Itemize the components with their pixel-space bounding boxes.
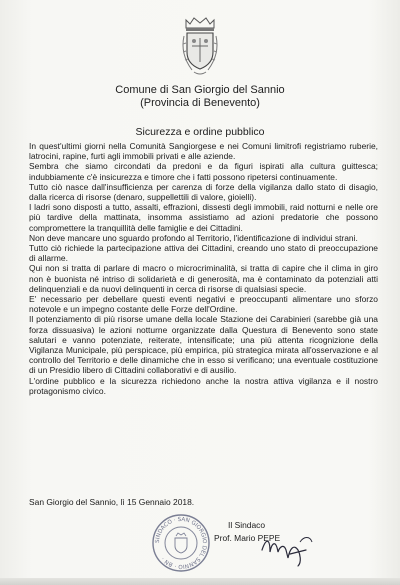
- signatory-name: Prof. Mario PEPE: [214, 533, 281, 543]
- body-paragraph: Sembra che siamo circondati da predoni e da figuri ispirati alla cultura guittesca; indubbiamente c'è insicurezza e timore che i fatti possono ripetersi continuamente.: [29, 161, 378, 182]
- body-paragraph: I ladri sono disposti a tutto, assalti, effrazioni, dissesti degli immobili, raid notturni e nelle ore più tardive della mattinata, insomma assistiamo ad azioni predatorie che possono compromettere la tranquillità delle famiglie e dei Cittadini.: [29, 202, 378, 233]
- stamp-text: SINDACO · SAN GIORGIO DEL SANNIO · BN ·: [154, 516, 208, 570]
- handwritten-signature: [232, 528, 327, 568]
- body-paragraph: Tutto ciò nasce dall'insufficienza per carenza di forze della vigilanza dallo stato di disagio, dalla ricerca di risorse (denaro, suppellettili di valore, gioielli).: [29, 181, 378, 203]
- header-province: (Provincia di Benevento): [140, 97, 260, 109]
- municipal-crest-icon: [178, 14, 222, 78]
- document-body: [29, 141, 378, 396]
- page-bottom-edge: [0, 578, 400, 585]
- body-paragraph: Non deve mancare uno sguardo profondo al Territorio, l'identificazione di individui strani.: [29, 232, 358, 243]
- body-paragraph: L'ordine pubblico e la sicurezza richiedono anche la nostra attiva vigilanza e il nostro protagonismo civico.: [29, 375, 378, 396]
- svg-text:SINDACO · SAN GIORGIO DEL SANN: [155, 517, 207, 569]
- body-paragraph: Tutto ciò richiede la partecipazione attiva dei Cittadini, creando uno stato di preoccupazione di allarme.: [29, 243, 378, 264]
- body-paragraph: Qui non si tratta di parlare di macro o microcriminalità, si tratta di capire che il clima in giro non è buonista né intriso di solidarietà e di generosità, ma è contaminato da potenziali atti delinquenziali e da nuovi delinquenti in cerca di risorse di qualsiasi specie.: [29, 263, 378, 294]
- document-title: Sicurezza e ordine pubblico: [135, 126, 265, 138]
- signatory-role: Il Sindaco: [228, 520, 266, 530]
- body-paragraph: In quest'ultimi giorni nella Comunità Sangiorgese e nei Comuni limitrofi registriamo ruberie, latrocini, rapine, furti agli immobili privati e alle aziende.: [29, 141, 378, 162]
- dateline: San Giorgio del Sannio, lì 15 Gennaio 2018.: [29, 497, 195, 507]
- official-stamp-icon: [150, 512, 212, 574]
- body-paragraph: E' necessario per debellare questi eventi negativi e preoccupanti alimentare uno sforzo notevole e un impegno costante delle Forze dell'Ordine.: [29, 294, 378, 315]
- header-municipality: Comune di San Giorgio del Sannio: [115, 84, 285, 96]
- body-paragraph: Il potenziamento di più risorse umane della locale Stazione dei Carabinieri (sarebbe già una forza dissuasiva) le azioni notturne organizzate dalla Questura di Benevento sono state salutari e vanno potenziate, reiterate, intensificate; una più attenta ricognizione della Vigilanza Municipale, più perspicace, più empirica, più strategica mirata all'osservazione e al controllo del Territorio e delle dinamiche che in esso si verificano; una eventuale costituzione di un Presidio libero di Cittadini collaborativi e di ausilio.: [29, 314, 378, 376]
